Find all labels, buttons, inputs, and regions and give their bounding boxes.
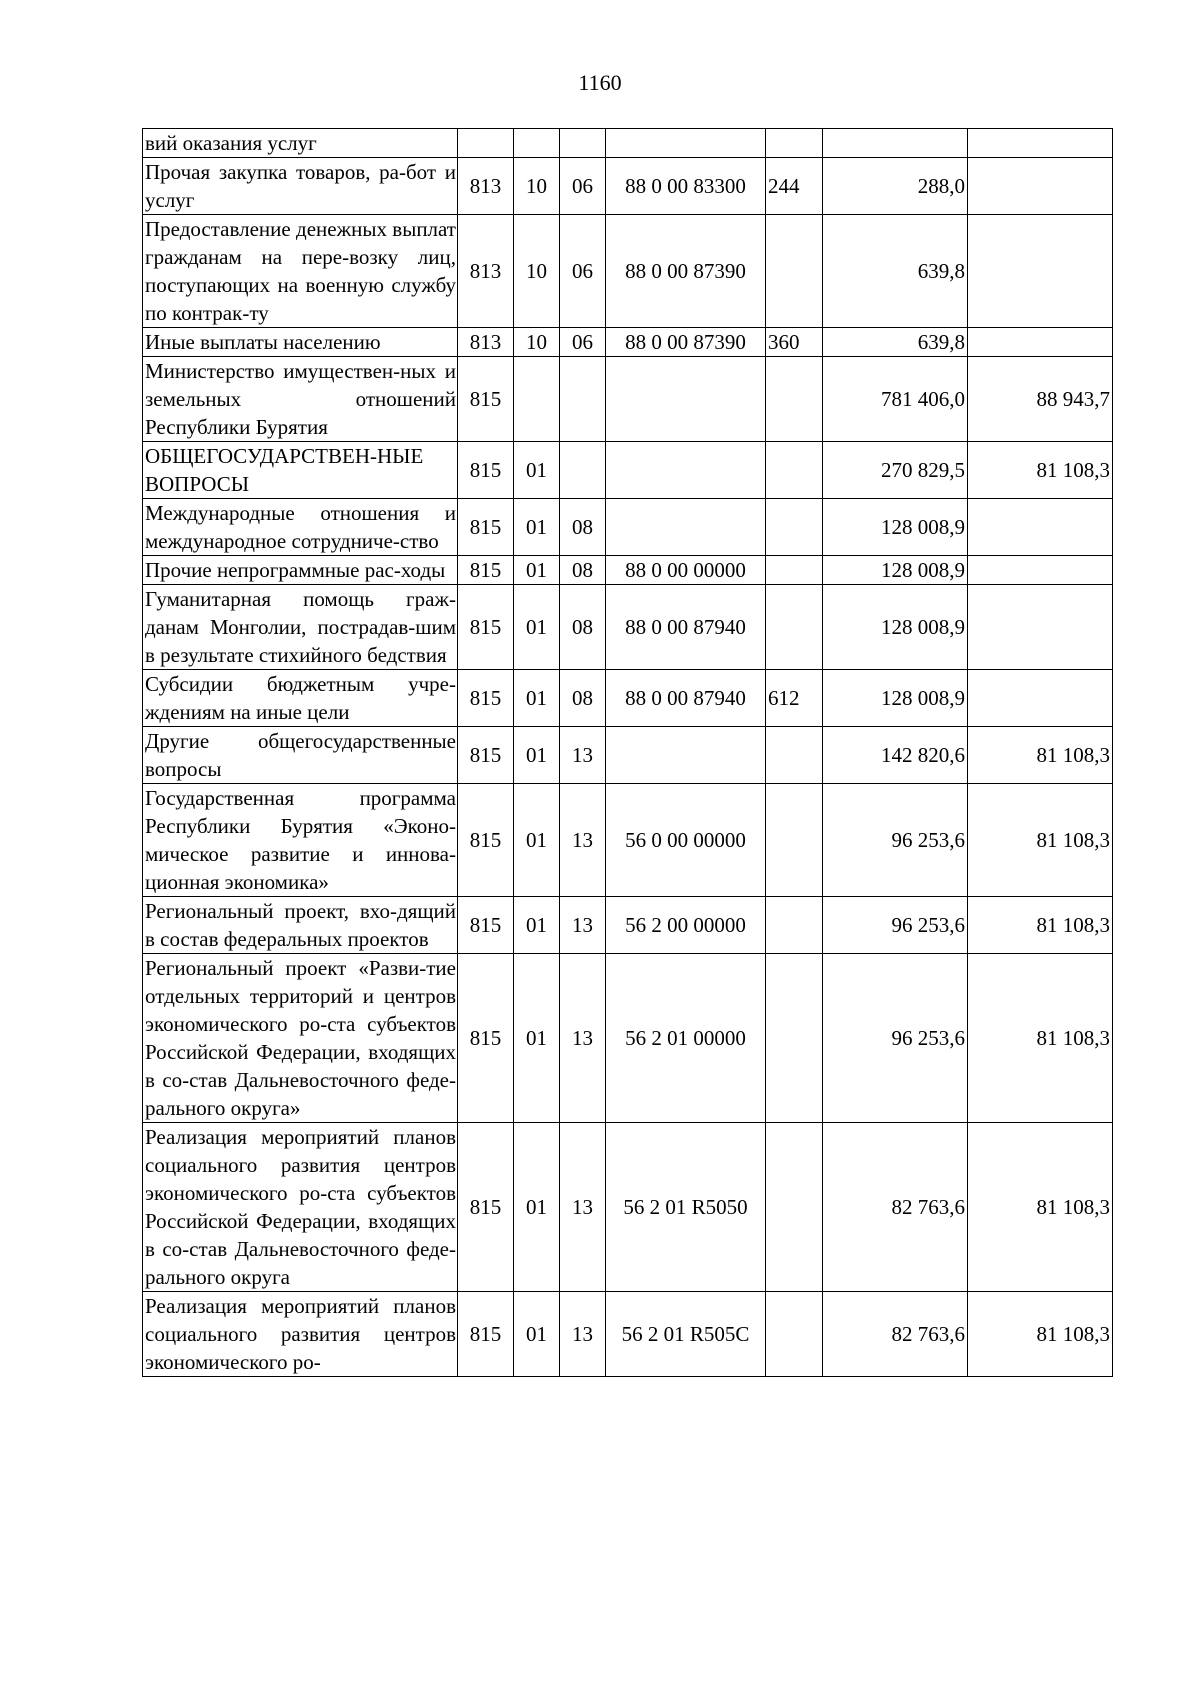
expense-type-cell <box>766 1123 823 1292</box>
row-name-cell: Реализация мероприятий планов социального развития центров экономического ро-ста субъектов Российской Федерации, входящих в со-став Дальневосточного феде-рального округа <box>143 1123 458 1292</box>
expense-type-cell: 244 <box>766 158 823 215</box>
section-code-cell: 01 <box>514 442 560 499</box>
amount-total-cell: 128 008,9 <box>823 499 968 556</box>
ministry-code-cell: 815 <box>458 954 514 1123</box>
section-code-cell: 01 <box>514 784 560 897</box>
expense-type-cell <box>766 727 823 784</box>
expense-type-cell <box>766 897 823 954</box>
subsection-code-cell <box>560 442 606 499</box>
expense-type-cell: 612 <box>766 670 823 727</box>
target-article-cell: 56 2 01 00000 <box>606 954 766 1123</box>
target-article-cell: 56 2 01 R505C <box>606 1292 766 1377</box>
expense-type-cell <box>766 499 823 556</box>
amount-federal-cell <box>968 670 1113 727</box>
row-name-cell: Реализация мероприятий планов социального развития центров экономического ро- <box>143 1292 458 1377</box>
section-code-cell: 01 <box>514 585 560 670</box>
ministry-code-cell: 815 <box>458 357 514 442</box>
section-code-cell: 01 <box>514 954 560 1123</box>
ministry-code-cell: 815 <box>458 1123 514 1292</box>
subsection-code-cell: 13 <box>560 784 606 897</box>
amount-total-cell <box>823 129 968 158</box>
section-code-cell <box>514 357 560 442</box>
amount-total-cell: 288,0 <box>823 158 968 215</box>
expense-type-cell <box>766 357 823 442</box>
subsection-code-cell: 08 <box>560 585 606 670</box>
subsection-code-cell: 06 <box>560 215 606 328</box>
table-row <box>143 215 1113 328</box>
subsection-code-cell: 13 <box>560 897 606 954</box>
ministry-code-cell: 815 <box>458 1292 514 1377</box>
amount-federal-cell: 81 108,3 <box>968 442 1113 499</box>
row-name-cell: Другие общегосударственные вопросы <box>143 727 458 784</box>
expense-type-cell <box>766 585 823 670</box>
table-row <box>143 357 1113 442</box>
ministry-code-cell: 815 <box>458 585 514 670</box>
section-code-cell: 01 <box>514 1292 560 1377</box>
row-name-cell: Региональный проект, вхо-дящий в состав федеральных проектов <box>143 897 458 954</box>
subsection-code-cell <box>560 129 606 158</box>
subsection-code-cell: 06 <box>560 328 606 357</box>
target-article-cell: 88 0 00 00000 <box>606 556 766 585</box>
subsection-code-cell <box>560 357 606 442</box>
amount-total-cell: 128 008,9 <box>823 585 968 670</box>
amount-total-cell: 96 253,6 <box>823 784 968 897</box>
subsection-code-cell: 08 <box>560 670 606 727</box>
section-code-cell: 10 <box>514 215 560 328</box>
row-name-cell: Прочие непрограммные рас-ходы <box>143 556 458 585</box>
ministry-code-cell <box>458 129 514 158</box>
section-code-cell: 01 <box>514 556 560 585</box>
table-row <box>143 442 1113 499</box>
section-code-cell: 01 <box>514 727 560 784</box>
amount-total-cell: 128 008,9 <box>823 670 968 727</box>
table-row <box>143 1292 1113 1377</box>
subsection-code-cell: 13 <box>560 727 606 784</box>
expense-type-cell <box>766 556 823 585</box>
amount-total-cell: 270 829,5 <box>823 442 968 499</box>
section-code-cell: 01 <box>514 499 560 556</box>
table-row <box>143 328 1113 357</box>
amount-federal-cell <box>968 328 1113 357</box>
amount-federal-cell: 81 108,3 <box>968 784 1113 897</box>
ministry-code-cell: 815 <box>458 499 514 556</box>
amount-total-cell: 639,8 <box>823 215 968 328</box>
amount-total-cell: 82 763,6 <box>823 1123 968 1292</box>
table-row <box>143 499 1113 556</box>
amount-federal-cell: 81 108,3 <box>968 897 1113 954</box>
target-article-cell: 88 0 00 87940 <box>606 670 766 727</box>
expense-type-cell <box>766 215 823 328</box>
table-row <box>143 727 1113 784</box>
ministry-code-cell: 813 <box>458 158 514 215</box>
amount-total-cell: 96 253,6 <box>823 954 968 1123</box>
row-name-cell: Региональный проект «Разви-тие отдельных территорий и центров экономического ро-ста субъектов Российской Федерации, входящих в со-став Дальневосточного феде-рального округа» <box>143 954 458 1123</box>
target-article-cell: 88 0 00 87390 <box>606 328 766 357</box>
row-name-cell: ОБЩЕГОСУДАРСТВЕН-НЫЕ ВОПРОСЫ <box>143 442 458 499</box>
section-code-cell: 01 <box>514 670 560 727</box>
page-number: 1160 <box>578 70 622 95</box>
table-row <box>143 585 1113 670</box>
table-row <box>143 556 1113 585</box>
amount-federal-cell: 88 943,7 <box>968 357 1113 442</box>
target-article-cell <box>606 499 766 556</box>
subsection-code-cell: 06 <box>560 158 606 215</box>
row-name-cell: вий оказания услуг <box>143 129 458 158</box>
subsection-code-cell: 08 <box>560 499 606 556</box>
ministry-code-cell: 815 <box>458 670 514 727</box>
row-name-cell: Гуманитарная помощь граж-данам Монголии, пострадав-шим в результате стихийного бедствия <box>143 585 458 670</box>
amount-federal-cell: 81 108,3 <box>968 954 1113 1123</box>
target-article-cell <box>606 357 766 442</box>
subsection-code-cell: 13 <box>560 1292 606 1377</box>
section-code-cell: 01 <box>514 897 560 954</box>
table-row <box>143 954 1113 1123</box>
amount-federal-cell <box>968 499 1113 556</box>
target-article-cell: 56 2 01 R5050 <box>606 1123 766 1292</box>
row-name-cell: Министерство имуществен-ных и земельных отношений Республики Бурятия <box>143 357 458 442</box>
ministry-code-cell: 815 <box>458 897 514 954</box>
amount-total-cell: 82 763,6 <box>823 1292 968 1377</box>
section-code-cell: 01 <box>514 1123 560 1292</box>
section-code-cell: 10 <box>514 328 560 357</box>
row-name-cell: Предоставление денежных выплат гражданам на пере-возку лиц, поступающих на военную службу по контрак-ту <box>143 215 458 328</box>
amount-total-cell: 639,8 <box>823 328 968 357</box>
amount-federal-cell <box>968 585 1113 670</box>
ministry-code-cell: 813 <box>458 328 514 357</box>
table-row <box>143 158 1113 215</box>
ministry-code-cell: 815 <box>458 556 514 585</box>
ministry-code-cell: 815 <box>458 442 514 499</box>
table-row <box>143 897 1113 954</box>
amount-federal-cell: 81 108,3 <box>968 727 1113 784</box>
amount-total-cell: 128 008,9 <box>823 556 968 585</box>
expense-type-cell: 360 <box>766 328 823 357</box>
subsection-code-cell: 13 <box>560 954 606 1123</box>
section-code-cell <box>514 129 560 158</box>
row-name-cell: Прочая закупка товаров, ра-бот и услуг <box>143 158 458 215</box>
target-article-cell: 88 0 00 87940 <box>606 585 766 670</box>
amount-federal-cell <box>968 215 1113 328</box>
expense-type-cell <box>766 129 823 158</box>
target-article-cell: 56 0 00 00000 <box>606 784 766 897</box>
target-article-cell: 56 2 00 00000 <box>606 897 766 954</box>
table-row <box>143 1123 1113 1292</box>
row-name-cell: Государственная программа Республики Бурятия «Эконо-мическое развитие и иннова-ционная экономика» <box>143 784 458 897</box>
amount-total-cell: 781 406,0 <box>823 357 968 442</box>
target-article-cell <box>606 727 766 784</box>
expense-type-cell <box>766 954 823 1123</box>
row-name-cell: Иные выплаты населению <box>143 328 458 357</box>
target-article-cell <box>606 442 766 499</box>
amount-federal-cell <box>968 129 1113 158</box>
budget-table <box>142 128 1113 1377</box>
row-name-cell: Субсидии бюджетным учре-ждениям на иные цели <box>143 670 458 727</box>
ministry-code-cell: 815 <box>458 727 514 784</box>
amount-federal-cell <box>968 158 1113 215</box>
expense-type-cell <box>766 784 823 897</box>
target-article-cell <box>606 129 766 158</box>
amount-federal-cell <box>968 556 1113 585</box>
budget-table-body <box>143 129 1113 1377</box>
amount-total-cell: 142 820,6 <box>823 727 968 784</box>
table-row <box>143 129 1113 158</box>
table-row <box>143 784 1113 897</box>
amount-total-cell: 96 253,6 <box>823 897 968 954</box>
ministry-code-cell: 813 <box>458 215 514 328</box>
table-row <box>143 670 1113 727</box>
target-article-cell: 88 0 00 83300 <box>606 158 766 215</box>
expense-type-cell <box>766 442 823 499</box>
ministry-code-cell: 815 <box>458 784 514 897</box>
target-article-cell: 88 0 00 87390 <box>606 215 766 328</box>
expense-type-cell <box>766 1292 823 1377</box>
section-code-cell: 10 <box>514 158 560 215</box>
row-name-cell: Международные отношения и международное сотрудниче-ство <box>143 499 458 556</box>
amount-federal-cell: 81 108,3 <box>968 1123 1113 1292</box>
subsection-code-cell: 13 <box>560 1123 606 1292</box>
subsection-code-cell: 08 <box>560 556 606 585</box>
amount-federal-cell: 81 108,3 <box>968 1292 1113 1377</box>
